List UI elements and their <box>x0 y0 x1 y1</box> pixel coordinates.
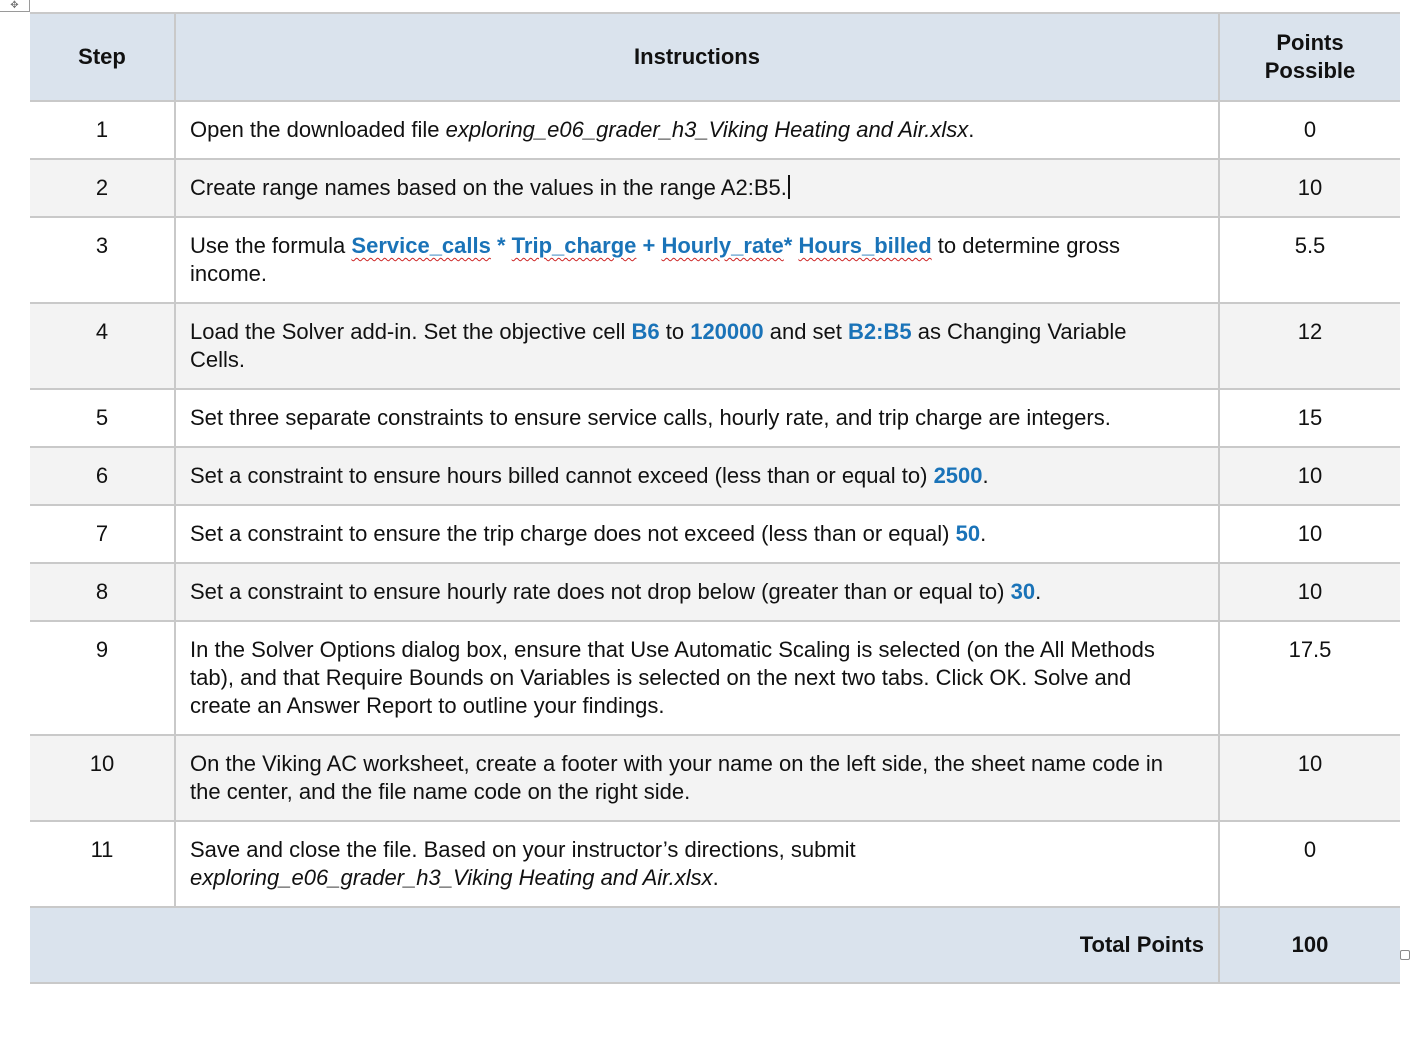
range-reference: 50 <box>955 521 981 546</box>
instruction-text <box>175 447 1219 505</box>
instruction-segment: On the Viking AC worksheet, create a footer with your name on the left side, the sheet name code in the center, and the file name code on the right side. <box>190 751 1164 804</box>
range-reference: 30 <box>1010 579 1036 604</box>
step-number: 3 <box>30 217 175 303</box>
points-possible: 0 <box>1219 821 1400 907</box>
table-row <box>30 389 1400 447</box>
range-reference: * <box>490 233 512 258</box>
table-row <box>30 505 1400 563</box>
instruction-segment: as Changing Variable Cells. <box>190 319 1127 372</box>
instruction-text <box>175 505 1219 563</box>
instruction-segment: to <box>659 319 691 344</box>
step-number: 11 <box>30 821 175 907</box>
range-reference: + <box>636 233 662 258</box>
table-row <box>30 217 1400 303</box>
table-row <box>30 159 1400 217</box>
table-row <box>30 447 1400 505</box>
instruction-segment: In the Solver Options dialog box, ensure that Use Automatic Scaling is selected (on the All Methods tab), and that Require Bounds on Variables is selected on the next two tabs. Click OK. Solve and create an Answer Report to outline your findings. <box>190 637 1155 718</box>
points-possible: 10 <box>1219 505 1400 563</box>
total-points-value: 100 <box>1219 907 1400 983</box>
instruction-segment: Set a constraint to ensure the trip charge does not exceed (less than or equal) <box>190 521 956 546</box>
points-possible: 5.5 <box>1219 217 1400 303</box>
points-possible: 10 <box>1219 447 1400 505</box>
instruction-text <box>175 821 1219 907</box>
table-move-handle-icon[interactable]: ✥ <box>0 0 30 12</box>
instruction-segment: Set a constraint to ensure hours billed cannot exceed (less than or equal to) <box>190 463 934 488</box>
table-row <box>30 821 1400 907</box>
instruction-segment: Save and close the file. Based on your instructor’s directions, submit <box>190 837 856 862</box>
step-number: 1 <box>30 101 175 159</box>
header-points-label: Points Possible <box>1264 30 1356 83</box>
instruction-segment: Create range names based on the values in the range A2:B5. <box>190 175 787 200</box>
points-possible: 10 <box>1219 735 1400 821</box>
header-points-possible <box>1219 13 1400 101</box>
instruction-text <box>175 735 1219 821</box>
instruction-segment: . <box>712 865 719 890</box>
table-row <box>30 621 1400 735</box>
step-number: 2 <box>30 159 175 217</box>
range-name-spellcheck: Service_calls <box>351 233 491 258</box>
points-possible: 10 <box>1219 159 1400 217</box>
instruction-segment: . <box>982 463 989 488</box>
instruction-segment: . <box>1035 579 1042 604</box>
instruction-segment: and set <box>763 319 849 344</box>
range-reference: B2:B5 <box>848 319 912 344</box>
step-number: 7 <box>30 505 175 563</box>
step-number: 10 <box>30 735 175 821</box>
instruction-segment: Load the Solver add-in. Set the objective cell <box>190 319 632 344</box>
instruction-segment: Set three separate constraints to ensure service calls, hourly rate, and trip charge are integers. <box>190 405 1111 430</box>
range-name-spellcheck: Hours_billed <box>798 233 932 258</box>
step-number: 8 <box>30 563 175 621</box>
instruction-segment: Open the downloaded file <box>190 117 446 142</box>
text-cursor <box>788 175 790 199</box>
instruction-segment: Set a constraint to ensure hourly rate does not drop below (greater than or equal to) <box>190 579 1011 604</box>
range-reference: * <box>783 233 799 258</box>
instruction-text <box>175 389 1219 447</box>
header-instructions: Instructions <box>175 13 1219 101</box>
file-name: exploring_e06_grader_h3_Viking Heating and Air.xlsx <box>445 117 969 142</box>
range-name-spellcheck: Hourly_rate <box>661 233 784 258</box>
step-number: 9 <box>30 621 175 735</box>
points-possible: 0 <box>1219 101 1400 159</box>
table-row <box>30 735 1400 821</box>
file-name: exploring_e06_grader_h3_Viking Heating and Air.xlsx <box>190 865 713 890</box>
range-reference: 2500 <box>933 463 983 488</box>
instruction-text <box>175 101 1219 159</box>
table-row <box>30 101 1400 159</box>
step-number: 6 <box>30 447 175 505</box>
instruction-segment: to determine gross income. <box>190 233 1120 286</box>
range-reference: 120000 <box>690 319 764 344</box>
instruction-text <box>175 563 1219 621</box>
range-name-spellcheck: Trip_charge <box>511 233 637 258</box>
range-reference: B6 <box>631 319 660 344</box>
table-body <box>30 101 1400 907</box>
points-possible: 10 <box>1219 563 1400 621</box>
total-row <box>30 907 1400 983</box>
table-header-row <box>30 13 1400 101</box>
table-resize-handle-icon[interactable] <box>1400 950 1410 960</box>
table-row <box>30 563 1400 621</box>
header-step: Step <box>30 13 175 101</box>
total-points-label: Total Points <box>30 907 1219 983</box>
step-number: 5 <box>30 389 175 447</box>
table-row <box>30 303 1400 389</box>
step-number: 4 <box>30 303 175 389</box>
points-possible: 12 <box>1219 303 1400 389</box>
grader-instructions-table <box>30 12 1400 984</box>
instruction-segment: . <box>968 117 975 142</box>
points-possible: 17.5 <box>1219 621 1400 735</box>
instruction-segment: Use the formula <box>190 233 352 258</box>
instruction-text <box>175 217 1219 303</box>
instruction-text <box>175 159 1219 217</box>
instruction-segment: . <box>980 521 987 546</box>
points-possible: 15 <box>1219 389 1400 447</box>
instruction-text <box>175 621 1219 735</box>
instruction-text <box>175 303 1219 389</box>
